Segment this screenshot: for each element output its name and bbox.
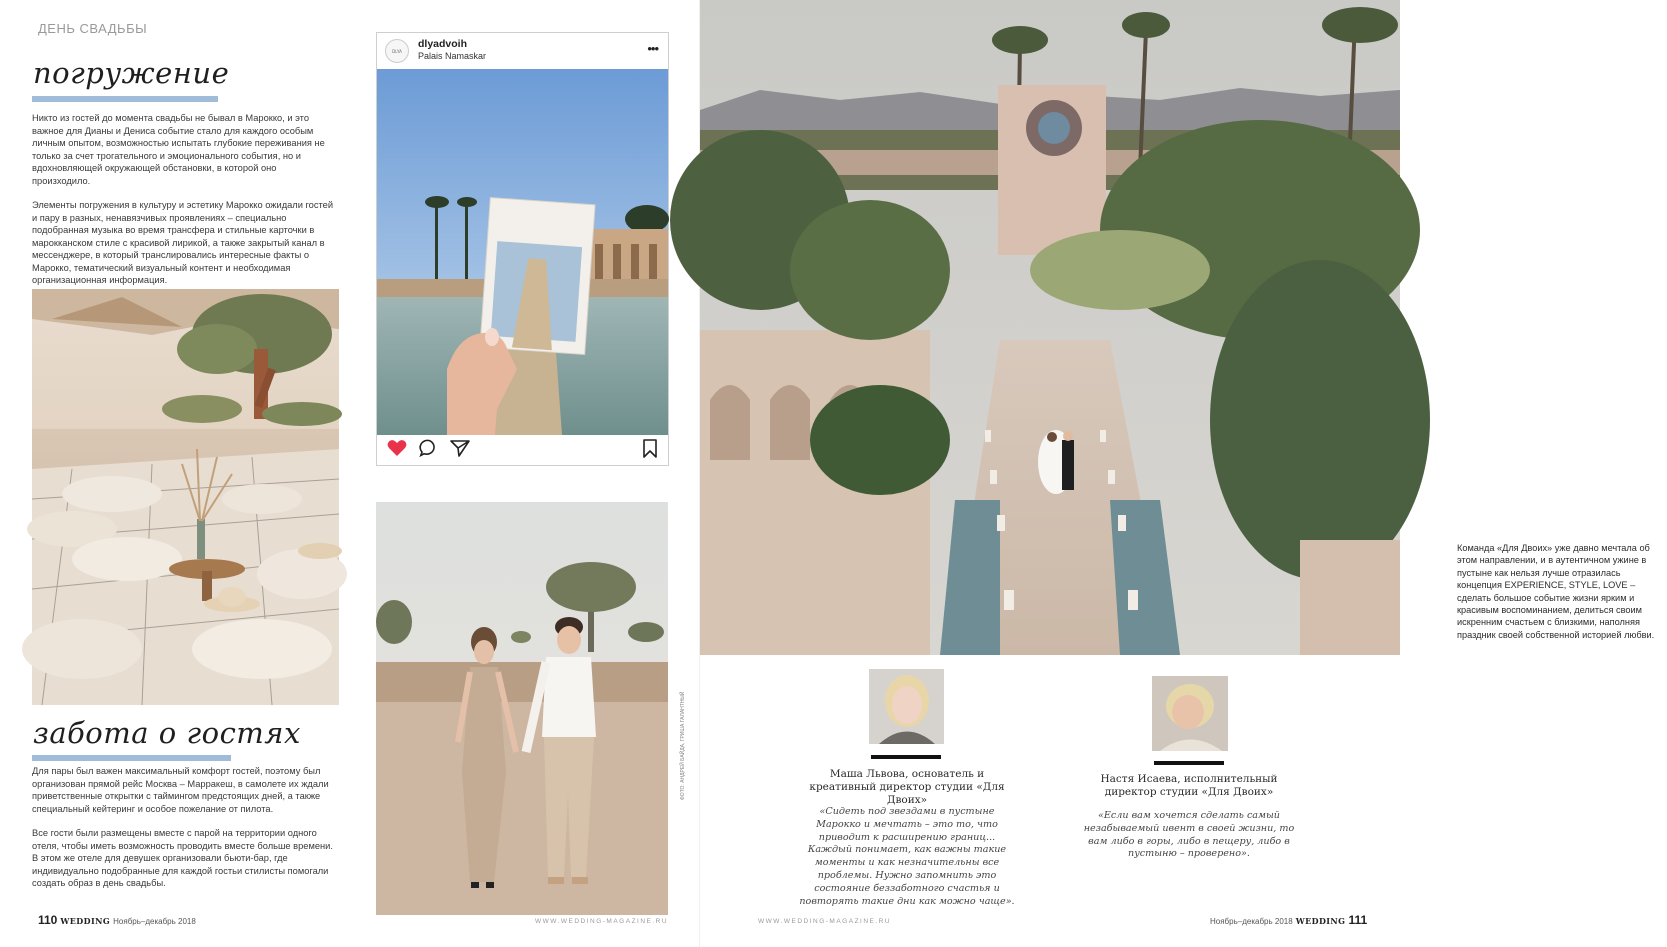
heading-rule-2 [32, 755, 231, 761]
site-right: WWW.WEDDING-MAGAZINE.RU [758, 918, 892, 925]
comment-icon[interactable] [419, 439, 439, 462]
desert-lounge-photo [32, 289, 339, 705]
couple-photo [376, 502, 668, 915]
left-folio [38, 913, 196, 927]
heart-icon[interactable] [387, 439, 407, 462]
right-page [700, 0, 1655, 947]
person-1-name: Маша Львова, основатель и креативный директор студии «Для Двоих» [809, 768, 1005, 806]
paragraph-4: Все гости были размещены вместе с парой на территории одного отеля, чтобы иметь возможность проводить вместе больше времени. В этом же отеле для девушек организовали бьюти-бар, где индивидуально подобранные для каждой гостьи стилисты помогали создать образ в день свадьбы. [32, 828, 333, 888]
instagram-post [376, 32, 669, 466]
portrait-masha [869, 669, 944, 744]
photo-credit: ФОТО: АНДРЕЙ БАЙДА, ГРИША ГАЛАНТНЫЙ [680, 691, 686, 800]
heading-rule-1 [32, 96, 218, 102]
person-1-quote: «Сидеть под звездами в пустыне Марокко и мечтать – это то, что приводит к расширению границ... Каждый понимает, как важны такие моменты и как незначительны все проблемы. Нужно запомнить это состояние беззаботного счастья и повторять такие дни как можно чаще». [799, 806, 1015, 907]
issue-date-left: Ноябрь–декабрь 2018 [113, 917, 196, 926]
issue-date-right: Ноябрь–декабрь 2018 [1210, 917, 1293, 926]
garden-aisle-photo [700, 0, 1400, 655]
magazine-name-left: WEDDING [60, 916, 111, 926]
magazine-name-right: WEDDING [1295, 916, 1346, 926]
location[interactable]: Palais Namaskar [418, 51, 487, 61]
section-label: ДЕНЬ СВАДЬБЫ [38, 21, 148, 36]
paragraph-2: Элементы погружения в культуру и эстетику Марокко ожидали гостей и пару в разных, ненавязчивых проявлениях – специально подобранная музыка во время трансфера и стильные карточки в марокканском стиле с красивой лирикой, а также закрытый канал в мессенджере, в который транслировались интересные факты о Марокко, тематический визуальный контент и необходимая организационная информация. [32, 200, 334, 285]
profile-avatar[interactable]: DLYA [385, 39, 409, 63]
username[interactable]: dlyadvoih [418, 38, 468, 50]
more-icon[interactable]: ••• [647, 41, 658, 56]
caption-box: Команда «Для Двоих» уже давно мечтала об этом направлении, и в аутентичном ужине в пустыне как нельзя лучше отразилась концепция EXPERIENCE, STYLE, LOVE – сделать большое событие жизни ярким и красивым воспоминанием, делиться своим искренним счастьем с близкими, наполняя праздник своей собственной историей любви. [1448, 524, 1667, 654]
share-icon[interactable] [450, 439, 470, 462]
person-2-quote: «Если вам хочется сделать самый незабываемый ивент в своей жизни, то вам либо в горы, либо в пещеру, либо в пустыню – проверено». [1083, 810, 1295, 860]
bookmark-icon[interactable] [642, 439, 658, 463]
instagram-photo [377, 69, 668, 435]
divider-bar-1 [871, 755, 941, 759]
person-2-name: Настя Исаева, исполнительный директор студии «Для Двоих» [1100, 773, 1278, 798]
paragraph-1: Никто из гостей до момента свадьбы не бывал в Марокко, и это важное для Дианы и Дениса событие стало для каждого особым личным опытом, возможностью испытать глубокие переживания не только за счет трогательного и эмоционального события, но и вдохновляющей окружающей обстановки, в которой оно произходило. [32, 113, 325, 186]
page-number-right: 111 [1348, 913, 1368, 927]
instagram-header [377, 33, 668, 69]
site-left: WWW.WEDDING-MAGAZINE.RU [535, 918, 669, 925]
page-number-left: 110 [38, 913, 58, 927]
right-folio [1210, 913, 1367, 927]
left-page [0, 0, 700, 947]
portrait-nastya [1152, 676, 1228, 751]
paragraph-3: Для пары был важен максимальный комфорт гостей, поэтому был организован прямой рейс Москва – Марракеш, в самолете их ждали приветственные открытки с таймингом предстоящих дней, а также специальный кейтеринг и особое пожелание от пилота. [32, 766, 329, 814]
divider-bar-2 [1154, 761, 1224, 765]
heading-immersion: погружение [33, 56, 230, 90]
instagram-actions [377, 435, 668, 465]
intro-text [32, 112, 335, 299]
guest-care-text [32, 765, 338, 902]
heading-guest-care: забота о гостях [33, 716, 301, 750]
